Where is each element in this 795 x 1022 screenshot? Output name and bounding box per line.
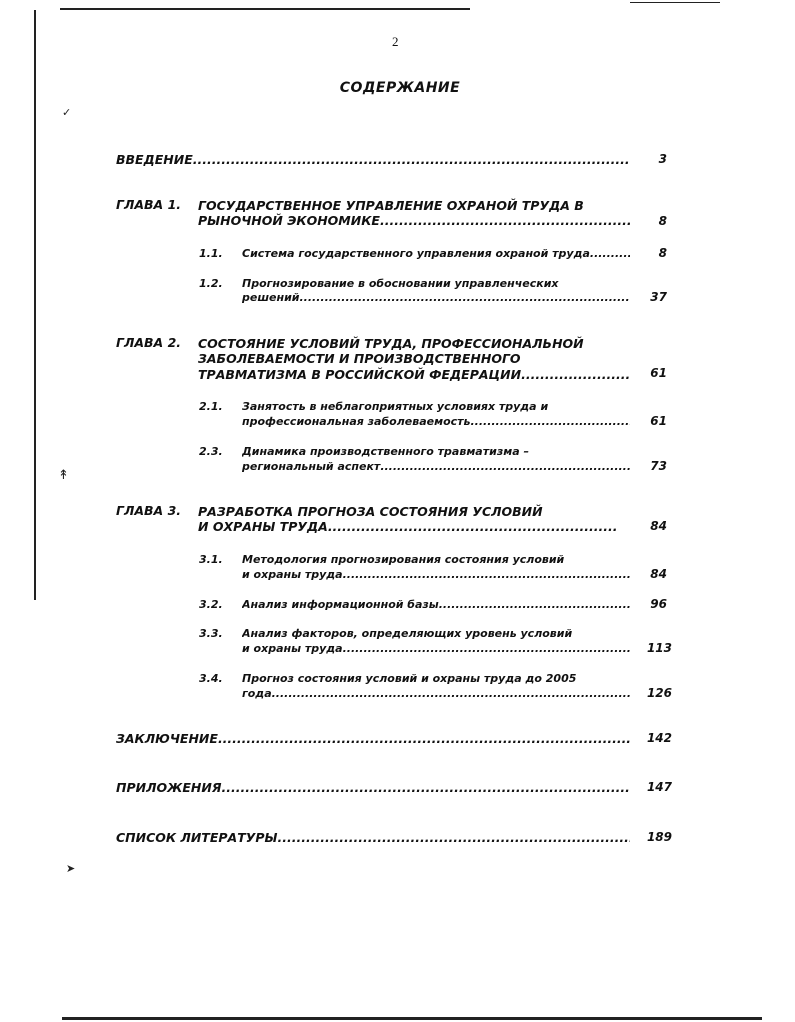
toc-entry-section[interactable]: и охраны труда .....: [242, 641, 630, 657]
scan-mark: ➤: [66, 862, 76, 875]
chapter-title[interactable]: РЫНОЧНОЙ ЭКОНОМИКЕ .....: [198, 212, 630, 229]
toc-page: 189: [646, 830, 672, 844]
chapter-title[interactable]: ЗАБОЛЕВАЕМОСТИ И ПРОИЗВОДСТВЕННОГО: [198, 351, 521, 366]
toc-entry-appendices[interactable]: ПРИЛОЖЕНИЯ .....: [116, 779, 630, 796]
toc-entry-section[interactable]: региональный аспект .....: [242, 459, 630, 475]
chapter-title[interactable]: СОСТОЯНИЕ УСЛОВИЙ ТРУДА, ПРОФЕССИОНАЛЬНОЙ: [198, 336, 584, 351]
toc-entry-section[interactable]: Прогнозирование в обосновании управленческих: [242, 277, 559, 290]
section-number: 3.1.: [199, 553, 223, 566]
toc-page: 113: [646, 641, 672, 655]
toc-page: 8: [658, 214, 667, 228]
toc-entry-text: ВВЕДЕНИЕ: [116, 152, 193, 167]
section-number: 1.1.: [199, 247, 223, 260]
toc-entry-intro[interactable]: [116, 151, 630, 168]
toc-entry-references[interactable]: СПИСОК ЛИТЕРАТУРЫ .....: [116, 829, 630, 846]
toc-entry-section[interactable]: Анализ факторов, определяющих уровень условий: [242, 627, 573, 640]
chapter-label: ГЛАВА 1.: [116, 197, 182, 212]
page-number: 2: [392, 34, 399, 49]
toc-page: 73: [650, 459, 667, 473]
scan-edge-bottom: [62, 1017, 762, 1020]
toc-entry-section[interactable]: Методология прогнозирования состояния условий: [242, 553, 565, 566]
toc-entry-section[interactable]: профессиональная заболеваемость .....: [242, 414, 630, 430]
section-number: 1.2.: [199, 277, 223, 290]
toc-page: 84: [650, 567, 667, 581]
toc-page: 84: [650, 519, 667, 533]
toc-entry-section[interactable]: решений .....: [242, 290, 630, 306]
toc-page: 3: [658, 152, 667, 166]
scan-edge-top-right: [630, 2, 720, 3]
chapter-title[interactable]: РАЗРАБОТКА ПРОГНОЗА СОСТОЯНИЯ УСЛОВИЙ: [198, 504, 543, 519]
toc-page: 61: [650, 366, 667, 380]
section-number: 3.3.: [199, 627, 223, 640]
scan-edge-top: [60, 8, 470, 10]
section-number: 3.2.: [199, 598, 223, 611]
scan-edge-left: [34, 10, 36, 600]
chapter-title[interactable]: И ОХРАНЫ ТРУДА .....: [198, 518, 618, 535]
toc-entry-section[interactable]: года .....: [242, 686, 630, 702]
toc-page: 126: [646, 686, 672, 700]
toc-entry-section[interactable]: и охраны труда .....: [242, 567, 630, 583]
section-number: 3.4.: [199, 672, 223, 685]
chapter-label: ГЛАВА 3.: [116, 503, 182, 518]
chapter-label: ГЛАВА 2.: [116, 335, 182, 350]
toc-entry-conclusion[interactable]: ЗАКЛЮЧЕНИЕ .....: [116, 730, 630, 747]
toc-page: 96: [650, 597, 667, 611]
toc-page: 37: [650, 290, 667, 304]
section-number: 2.1.: [199, 400, 223, 413]
scan-mark: ✓: [62, 106, 72, 119]
section-number: 2.3.: [199, 445, 223, 458]
toc-page: 8: [658, 246, 667, 260]
toc-page: 61: [650, 414, 667, 428]
scan-mark: ↟: [58, 468, 69, 483]
toc-page: 142: [646, 731, 672, 745]
toc-entry-section[interactable]: Занятость в неблагоприятных условиях труда и: [242, 400, 549, 413]
page-title: СОДЕРЖАНИЕ: [339, 80, 461, 96]
chapter-title[interactable]: ГОСУДАРСТВЕННОЕ УПРАВЛЕНИЕ ОХРАНОЙ ТРУДА В: [198, 198, 584, 213]
toc-entry-section[interactable]: Система государственного управления охраной труда .....: [242, 246, 630, 262]
toc-entry-section[interactable]: Прогноз состояния условий и охраны труда до 2005: [242, 672, 577, 685]
toc-page: 147: [646, 780, 672, 794]
chapter-title[interactable]: ТРАВМАТИЗМА В РОССИЙСКОЙ ФЕДЕРАЦИИ .....: [198, 366, 630, 383]
toc-entry-section[interactable]: Анализ информационной базы .....: [242, 597, 630, 613]
toc-entry-section[interactable]: Динамика производственного травматизма –: [242, 445, 529, 458]
